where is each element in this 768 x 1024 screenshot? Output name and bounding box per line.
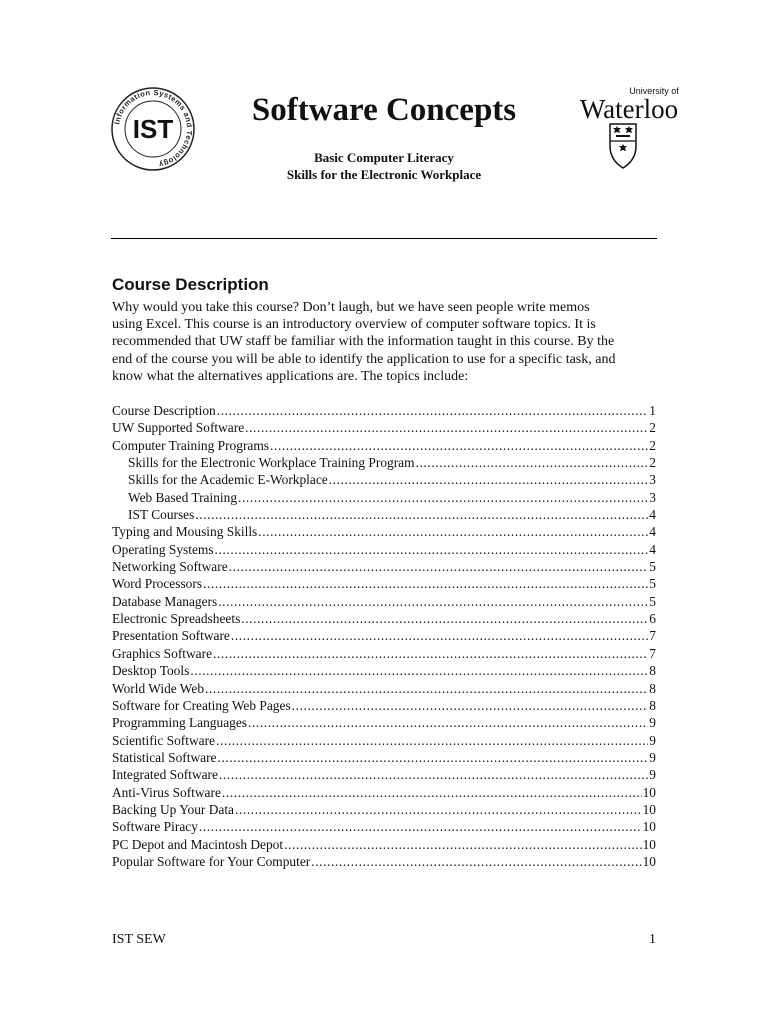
toc-dot-leader [215,541,649,558]
toc-entry[interactable] [112,419,656,436]
toc-entry-label: Typing and Mousing Skills [112,524,258,540]
toc-entry-page: 8 [649,697,656,713]
toc-entry[interactable] [112,766,656,783]
toc-dot-leader [213,645,648,662]
toc-entry-label: UW Supported Software [112,420,245,436]
toc-entry-page: 7 [649,628,656,644]
toc-dot-leader [248,714,648,731]
toc-entry[interactable] [112,680,656,697]
toc-entry-label: Popular Software for Your Computer [112,853,311,869]
toc-entry-page: 4 [649,524,656,540]
toc-entry[interactable] [112,558,656,575]
intro-line: recommended that UW staff be familiar with the information taught in this course. By the [112,334,615,350]
toc-dot-leader [203,575,648,592]
toc-entry[interactable] [112,732,656,749]
toc-entry[interactable] [112,610,656,627]
toc-entry-label: Presentation Software [112,628,230,644]
toc-entry-page: 2 [649,420,656,436]
intro-line: end of the course you will be able to identify the application to use for a specific task, and [112,351,616,367]
toc-dot-leader [238,489,648,506]
toc-entry[interactable] [112,541,656,558]
toc-entry[interactable] [112,749,656,766]
toc-dot-leader [231,627,648,644]
toc-entry-page: 6 [649,611,656,627]
toc-entry-page: 7 [649,645,656,661]
toc-entry-label: Skills for the Academic E-Workplace [128,472,328,488]
toc-entry-label: Database Managers [112,593,218,609]
toc-entry[interactable] [112,853,656,870]
toc-entry[interactable] [112,697,656,714]
ist-logo-text: IST [132,114,174,144]
toc-dot-leader [222,784,642,801]
intro-paragraph [112,299,660,385]
toc-entry[interactable] [112,627,656,644]
toc-dot-leader [229,558,649,575]
toc-entry-page: 5 [649,576,656,592]
toc-entry-label: Computer Training Programs [112,437,269,453]
toc-entry-page: 1 [649,403,656,418]
page-title: Software Concepts [251,92,517,128]
footer-label: IST SEW [112,932,166,947]
toc-entry-page: 10 [642,819,656,835]
toc-entry[interactable] [112,662,656,679]
toc-entry[interactable] [112,593,656,610]
toc-entry-page: 5 [649,593,656,609]
toc-entry-page: 4 [649,507,656,523]
toc-entry-label: Anti-Virus Software [112,784,221,800]
intro-line: using Excel. This course is an introductory overview of computer software topics. It is [112,317,596,333]
header-divider [111,238,657,239]
toc-entry-label: Scientific Software [112,732,215,748]
toc-entry-label: Programming Languages [112,715,247,731]
toc-dot-leader [241,610,648,627]
toc-entry-page: 9 [649,732,656,748]
toc-entry-label: World Wide Web [112,680,205,696]
toc-entry[interactable] [112,818,656,835]
toc-entry-label: Skills for the Electronic Workplace Training Program [128,455,415,471]
toc-dot-leader [205,680,648,697]
toc-dot-leader [416,454,649,471]
toc-dot-leader [311,853,641,870]
intro-line: know what the alternatives applications are. The topics include: [112,368,469,384]
toc-entry[interactable] [112,575,656,592]
toc-entry-page: 10 [642,784,656,800]
toc-dot-leader [292,697,649,714]
toc-dot-leader [216,732,648,749]
toc-dot-leader [195,506,648,523]
toc-entry-page: 10 [642,853,656,869]
toc-dot-leader [218,749,649,766]
toc-entry-label: Desktop Tools [112,663,190,679]
toc-entry-page: 4 [649,541,656,557]
toc-entry-page: 8 [649,680,656,696]
toc-entry[interactable] [112,471,656,488]
toc-entry-page: 10 [642,836,656,852]
university-of-waterloo-logo-icon [568,84,690,172]
toc-entry-label: PC Depot and Macintosh Depot [112,836,284,852]
toc-entry-label: Backing Up Your Data [112,801,234,817]
toc-entry[interactable] [112,801,656,818]
toc-dot-leader [218,593,648,610]
toc-dot-leader [219,766,648,783]
toc-entry-page: 3 [649,489,656,505]
toc-entry-page: 5 [649,559,656,575]
toc-entry-label: Software for Creating Web Pages [112,697,291,713]
toc-dot-leader [245,419,648,436]
uw-logo-wordmark: Waterloo [579,94,679,124]
uw-logo-small-text: University of [629,86,679,96]
toc-entry[interactable] [112,523,656,540]
toc-entry-page: 2 [649,437,656,453]
toc-entry-label: Integrated Software [112,767,218,783]
toc-entry-label: Electronic Spreadsheets [112,611,241,627]
toc-entry-label: Software Piracy [112,819,198,835]
toc-entry[interactable] [112,454,656,471]
toc-dot-leader [270,437,648,454]
toc-entry[interactable] [112,836,656,853]
toc-dot-leader [217,402,649,419]
toc-dot-leader [190,662,648,679]
toc-entry-page: 10 [642,801,656,817]
subtitle-line-2: Skills for the Electronic Workplace [286,167,482,182]
toc-dot-leader [199,818,642,835]
toc-entry[interactable] [112,784,656,801]
toc-entry[interactable] [112,506,656,523]
toc-dot-leader [235,801,642,818]
toc-entry-page: 2 [649,455,656,471]
toc-entry[interactable] [112,402,656,419]
ist-ring-text: Information Systems and Technology [112,87,195,170]
toc-entry[interactable] [112,489,656,506]
toc-entry-page: 9 [649,715,656,731]
section-heading: Course Description [112,275,269,294]
toc-entry-label: IST Courses [128,507,195,523]
toc-entry-page: 9 [649,749,656,765]
table-of-contents [112,402,656,870]
toc-entry-label: Networking Software [112,559,228,575]
toc-entry-label: Word Processors [112,576,203,592]
toc-entry-label: Operating Systems [112,541,214,557]
toc-entry-page: 8 [649,663,656,679]
toc-entry-label: Graphics Software [112,645,213,661]
toc-entry-page: 3 [649,472,656,488]
intro-line: Why would you take this course? Don’t laugh, but we have seen people write memos [112,300,590,315]
toc-entry-page: 9 [649,767,656,783]
toc-entry-label: Course Description [112,403,216,418]
toc-entry-label: Statistical Software [112,749,217,765]
toc-dot-leader [284,836,642,853]
toc-entry-label: Web Based Training [128,489,238,505]
toc-entry[interactable] [112,714,656,731]
footer-page-number: 1 [649,932,656,947]
toc-entry[interactable] [112,645,656,662]
toc-dot-leader [258,523,648,540]
toc-dot-leader [329,471,649,488]
subtitle-line-1: Basic Computer Literacy [314,150,454,165]
toc-entry[interactable] [112,437,656,454]
